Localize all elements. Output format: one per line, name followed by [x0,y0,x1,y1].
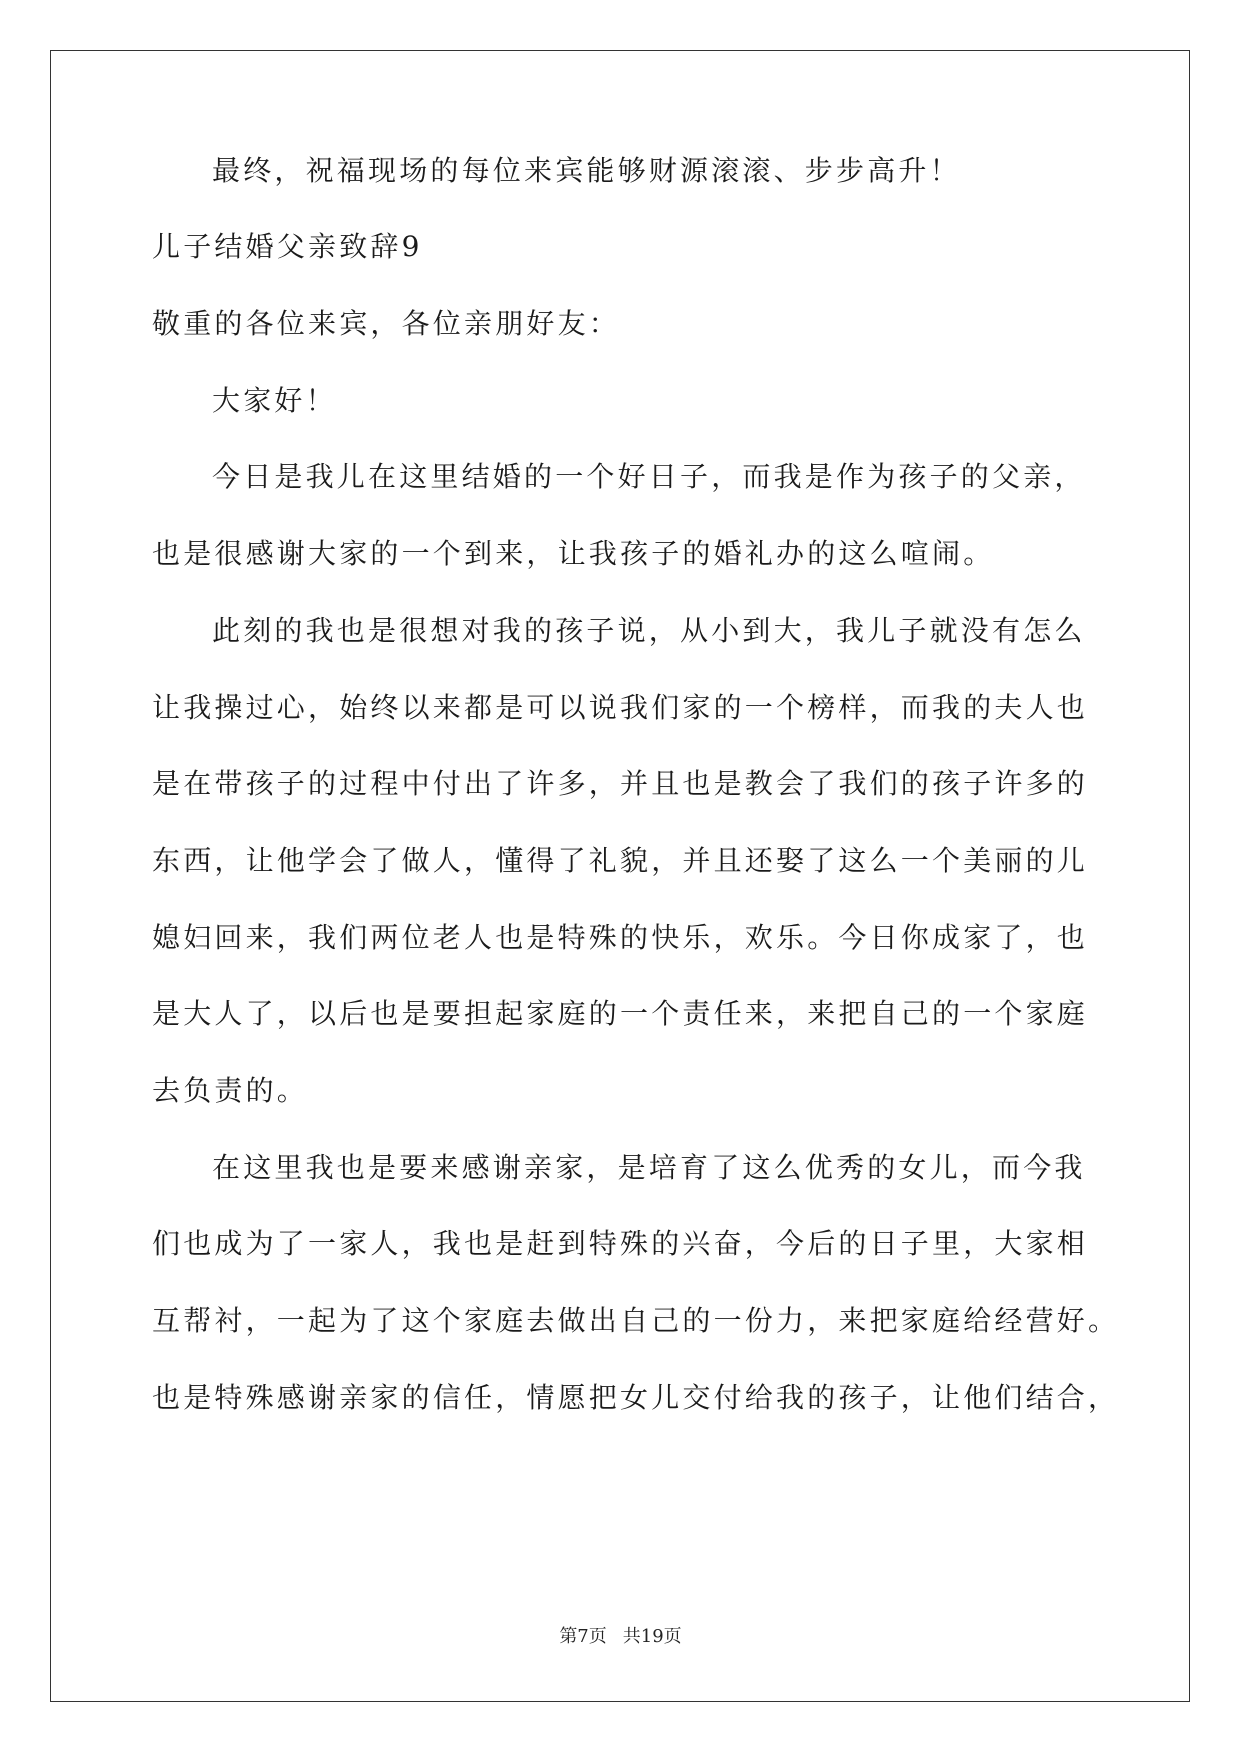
paragraph-line: 互帮衬，一起为了这个家庭去做出自己的一份力，来把家庭给经营好。 [152,1304,1120,1337]
paragraph-line: 在这里我也是要来感谢亲家，是培育了这么优秀的女儿，而今我 [212,1151,1086,1184]
paragraph-line: 让我操过心，始终以来都是可以说我们家的一个榜样，而我的夫人也 [152,691,1089,724]
paragraph-line: 也是很感谢大家的一个到来，让我孩子的婚礼办的这么喧闹。 [152,537,995,570]
paragraph-line: 是在带孩子的过程中付出了许多，并且也是教会了我们的孩子许多的 [152,767,1089,800]
paragraph-line: 也是特殊感谢亲家的信任，情愿把女儿交付给我的孩子，让他们结合， [152,1381,1120,1414]
paragraph-line: 此刻的我也是很想对我的孩子说，从小到大，我儿子就没有怎么 [212,614,1086,647]
paragraph-line: 最终，祝福现场的每位来宾能够财源滚滚、步步高升！ [212,154,961,187]
paragraph-line: 们也成为了一家人，我也是赶到特殊的兴奋，今后的日子里，大家相 [152,1227,1089,1260]
greeting: 大家好！ [212,384,337,417]
page-footer [0,1625,1241,1649]
paragraph-line: 是大人了，以后也是要担起家庭的一个责任来，来把自己的一个家庭 [152,997,1089,1030]
section-heading: 儿子结婚父亲致辞9 [152,230,423,263]
page-total: 共19页 [622,1626,682,1647]
paragraph-line: 去负责的。 [152,1074,309,1107]
paragraph-line: 今日是我儿在这里结婚的一个好日子，而我是作为孩子的父亲， [212,460,1086,493]
paragraph-line: 媳妇回来，我们两位老人也是特殊的快乐，欢乐。今日你成家了，也 [152,921,1089,954]
page-number: 第7页 [559,1626,607,1647]
salutation: 敬重的各位来宾，各位亲朋好友： [152,307,621,340]
paragraph-line: 东西，让他学会了做人，懂得了礼貌，并且还娶了这么一个美丽的儿 [152,844,1089,877]
